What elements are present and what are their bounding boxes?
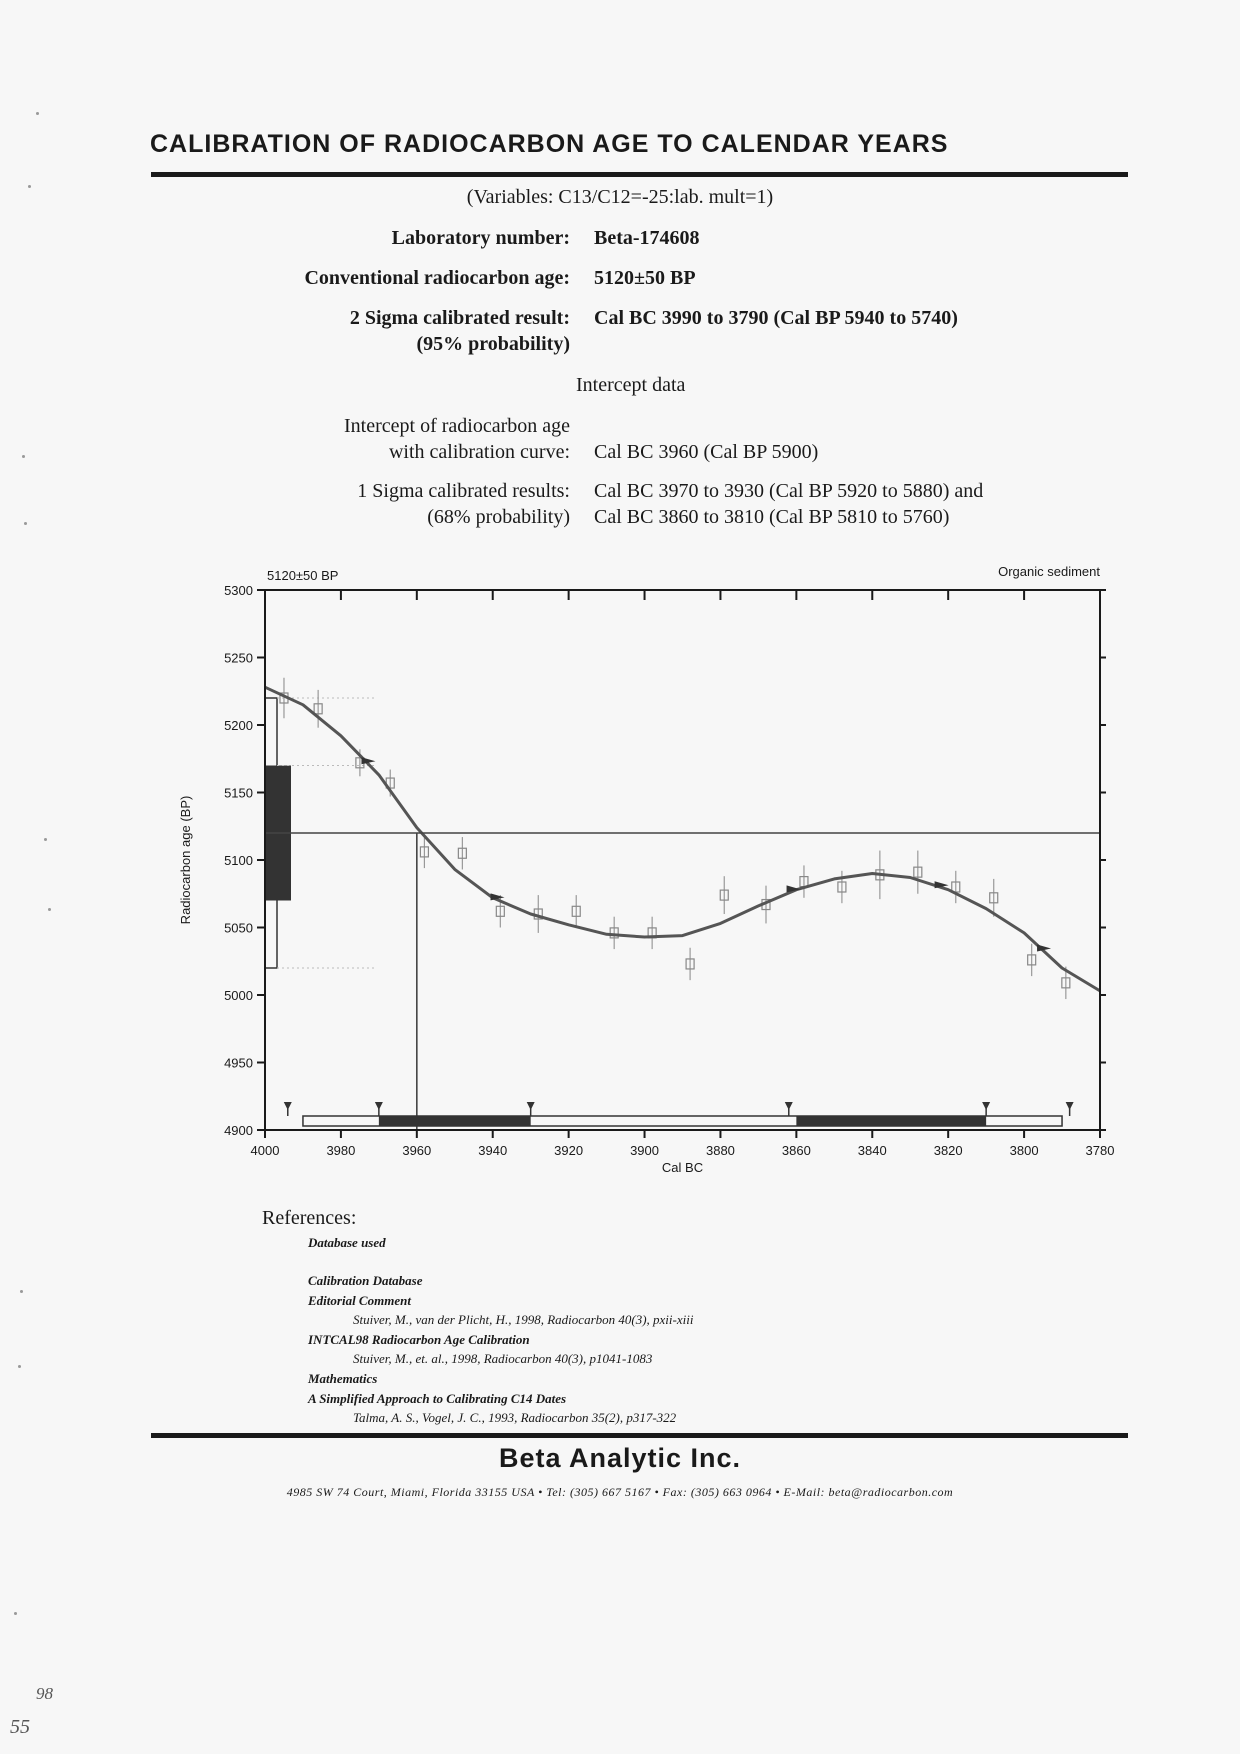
one-sigma-label: 1 Sigma calibrated results: xyxy=(357,480,570,502)
conventional-age-value: 5120±50 BP xyxy=(594,267,696,289)
lab-number-value: Beta-174608 xyxy=(594,227,700,249)
y-axis-label: Radiocarbon age (BP) xyxy=(178,795,193,925)
two-sigma-probability-label: (95% probability) xyxy=(416,333,570,355)
y-tick-label: 5150 xyxy=(224,785,253,801)
reference-heading: Calibration Database xyxy=(308,1273,423,1288)
intercept-value: Cal BC 3960 (Cal BP 5900) xyxy=(594,441,819,463)
one-sigma-calendar-range xyxy=(796,1116,986,1126)
company-address: 4985 SW 74 Court, Miami, Florida 33155 USA • Tel: (305) 667 5167 • Fax: (305) 663 0964 • E-Mail: beta@radiocarbon.com xyxy=(286,1485,954,1499)
x-tick-label: 3940 xyxy=(478,1143,508,1158)
y-tick-label: 5250 xyxy=(224,650,253,666)
x-tick-label: 4000 xyxy=(250,1143,280,1158)
one-sigma-calendar-range xyxy=(379,1116,531,1126)
reference-heading: Editorial Comment xyxy=(308,1293,411,1308)
material-label: Organic sediment xyxy=(998,564,1100,579)
y-tick-label: 4900 xyxy=(224,1123,253,1138)
sample-age-label: 5120±50 BP xyxy=(267,568,339,583)
one-sigma-probability-label: (68% probability) xyxy=(427,506,570,528)
y-tick-label: 5050 xyxy=(224,920,253,936)
x-tick-label: 3820 xyxy=(933,1143,963,1158)
one-sigma-value-2: Cal BC 3860 to 3810 (Cal BP 5810 to 5760) xyxy=(594,506,950,528)
scan-speck xyxy=(48,908,51,911)
reference-heading: Mathematics xyxy=(308,1371,378,1386)
range-marker-arrow xyxy=(527,1102,535,1110)
x-tick-label: 3860 xyxy=(781,1143,811,1158)
x-tick-label: 3840 xyxy=(857,1143,887,1158)
calibration-chart xyxy=(150,560,1130,1200)
y-tick-label: 5000 xyxy=(224,988,253,1003)
intercept-heading: Intercept data xyxy=(576,374,686,396)
scan-speck xyxy=(28,185,31,188)
plot-frame xyxy=(265,590,1100,1130)
calibration-curve xyxy=(265,687,1100,991)
x-tick-label: 3800 xyxy=(1009,1143,1039,1158)
intercept-label-line-1: Intercept of radiocarbon age xyxy=(344,415,570,437)
y-tick-label: 5300 xyxy=(224,583,253,598)
range-marker-arrow xyxy=(1066,1102,1074,1110)
y-tick-label: 5100 xyxy=(224,853,253,868)
footer-rule xyxy=(151,1433,1128,1438)
scan-speck xyxy=(14,1612,17,1615)
range-marker-arrow xyxy=(375,1102,383,1110)
variables-line: (Variables: C13/C12=-25:lab. mult=1) xyxy=(466,186,774,208)
reference-heading: A Simplified Approach to Calibrating C14 Dates xyxy=(308,1391,567,1406)
scan-speck xyxy=(44,838,47,841)
range-marker-arrow xyxy=(785,1102,793,1110)
x-tick-label: 3780 xyxy=(1085,1143,1115,1158)
two-sigma-value: Cal BC 3990 to 3790 (Cal BP 5940 to 5740) xyxy=(594,307,958,329)
handwritten-note-55: 55 xyxy=(10,1716,30,1738)
reference-heading: INTCAL98 Radiocarbon Age Calibration xyxy=(308,1332,530,1347)
handwritten-note-98: 98 xyxy=(36,1684,53,1703)
reference-citation: Stuiver, M., et. al., 1998, Radiocarbon 40(3), p1041-1083 xyxy=(353,1351,653,1366)
y-tick-label: 4950 xyxy=(224,1055,253,1071)
y-tick-label: 5200 xyxy=(224,718,253,733)
scan-speck xyxy=(36,112,39,115)
one-sigma-value-1: Cal BC 3970 to 3930 (Cal BP 5920 to 5880) and xyxy=(594,480,984,502)
x-tick-label: 3880 xyxy=(705,1143,735,1158)
scan-speck xyxy=(22,455,25,458)
lab-number-label: Laboratory number: xyxy=(391,227,570,249)
intercept-label-line-2: with calibration curve: xyxy=(388,441,570,463)
scan-speck xyxy=(20,1290,23,1293)
range-marker-arrow xyxy=(982,1102,990,1110)
x-tick-label: 3980 xyxy=(326,1143,356,1158)
x-tick-label: 3960 xyxy=(402,1143,432,1158)
reference-citation: Talma, A. S., Vogel, J. C., 1993, Radiocarbon 35(2), p317-322 xyxy=(353,1410,677,1425)
conventional-age-label: Conventional radiocarbon age: xyxy=(304,267,570,289)
references-heading: References: xyxy=(262,1207,357,1229)
page-title: CALIBRATION OF RADIOCARBON AGE TO CALENDAR YEARS xyxy=(150,130,949,158)
reference-citation: Stuiver, M., van der Plicht, H., 1998, Radiocarbon 40(3), pxii-xiii xyxy=(353,1312,694,1327)
range-marker-arrow xyxy=(284,1102,292,1110)
reference-heading: Database used xyxy=(308,1235,386,1250)
x-tick-label: 3920 xyxy=(554,1143,584,1158)
scan-speck xyxy=(18,1365,21,1368)
company-name: Beta Analytic Inc. xyxy=(498,1443,742,1473)
two-sigma-label: 2 Sigma calibrated result: xyxy=(349,307,570,329)
x-axis-label: Cal BC xyxy=(661,1160,704,1175)
scan-speck xyxy=(24,522,27,525)
header-rule xyxy=(151,172,1128,177)
x-tick-label: 3900 xyxy=(630,1143,660,1158)
